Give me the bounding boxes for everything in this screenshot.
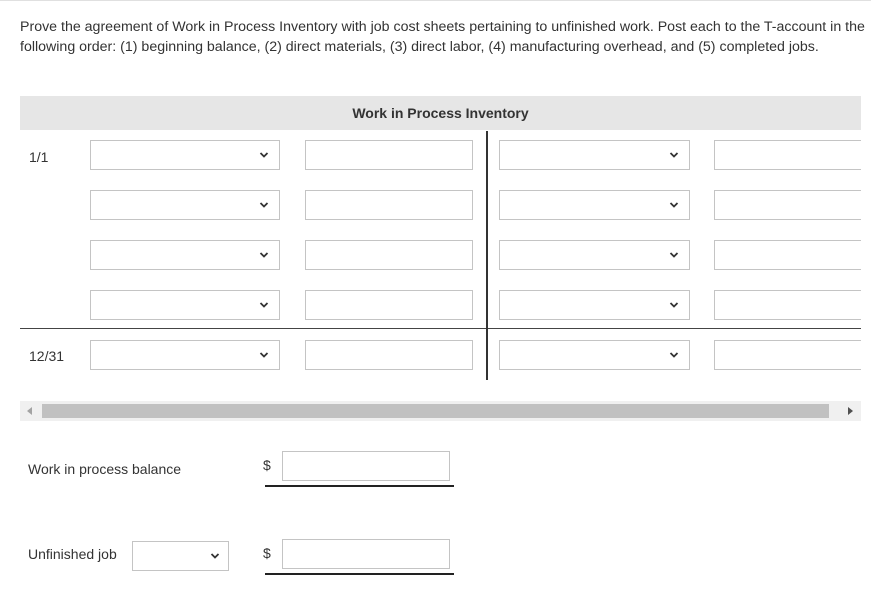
debit-account-select-4[interactable] (90, 290, 280, 320)
debit-amount-input-3[interactable] (305, 240, 473, 270)
credit-amount-input-3[interactable] (714, 240, 861, 270)
credit-account-select-2[interactable] (499, 190, 690, 220)
debit-account-select-1[interactable] (90, 140, 280, 170)
unfinished-job-underline (265, 573, 454, 575)
debit-account-select-ending[interactable] (90, 340, 280, 370)
date-label-ending: 12/31 (29, 348, 65, 364)
instructions-text: Prove the agreement of Work in Process Inventory with job cost sheets pertaining to unfinished work. Post each to the T-account in the following order: (1) beginning balance, (2) direct materials, (3) direct labor, (4) manufacturing overhead, and (5) completed jobs. (20, 19, 865, 55)
t-account-header (20, 96, 861, 130)
credit-account-select-1[interactable] (499, 140, 690, 170)
debit-amount-input-ending[interactable] (305, 340, 473, 370)
chevron-down-icon (669, 350, 679, 360)
credit-amount-input-2[interactable] (714, 190, 861, 220)
date-label-beginning: 1/1 (29, 149, 49, 165)
debit-amount-input-1[interactable] (305, 140, 473, 170)
credit-account-select-4[interactable] (499, 290, 690, 320)
chevron-down-icon (669, 300, 679, 310)
credit-amount-input-ending[interactable] (714, 340, 861, 370)
debit-amount-input-2[interactable] (305, 190, 473, 220)
unfinished-job-select[interactable] (132, 541, 229, 571)
debit-account-select-2[interactable] (90, 190, 280, 220)
horizontal-scrollbar[interactable] (20, 401, 861, 421)
chevron-down-icon (259, 250, 269, 260)
chevron-down-icon (259, 300, 269, 310)
unfinished-job-amount-input[interactable] (282, 539, 450, 569)
credit-amount-input-1[interactable] (714, 140, 861, 170)
chevron-down-icon (259, 200, 269, 210)
wip-balance-currency: $ (263, 457, 271, 473)
credit-account-select-3[interactable] (499, 240, 690, 270)
chevron-down-icon (669, 200, 679, 210)
unfinished-job-currency: $ (263, 545, 271, 561)
chevron-down-icon (259, 350, 269, 360)
chevron-down-icon (210, 551, 220, 561)
credit-amount-input-4[interactable] (714, 290, 861, 320)
wip-balance-input[interactable] (282, 451, 450, 481)
balance-divider (20, 328, 861, 329)
top-divider (0, 0, 871, 1)
t-account-title: Work in Process Inventory (352, 105, 529, 121)
wip-balance-underline (265, 485, 454, 487)
scrollbar-thumb[interactable] (42, 404, 829, 418)
wip-balance-label: Work in process balance (28, 461, 182, 477)
debit-account-select-3[interactable] (90, 240, 280, 270)
chevron-down-icon (669, 150, 679, 160)
debit-amount-input-4[interactable] (305, 290, 473, 320)
unfinished-job-label: Unfinished job (28, 546, 117, 562)
chevron-down-icon (259, 150, 269, 160)
t-account-center-line (486, 131, 488, 380)
scroll-right-icon[interactable] (848, 407, 853, 415)
credit-account-select-ending[interactable] (499, 340, 690, 370)
chevron-down-icon (669, 250, 679, 260)
scroll-left-icon[interactable] (27, 407, 32, 415)
